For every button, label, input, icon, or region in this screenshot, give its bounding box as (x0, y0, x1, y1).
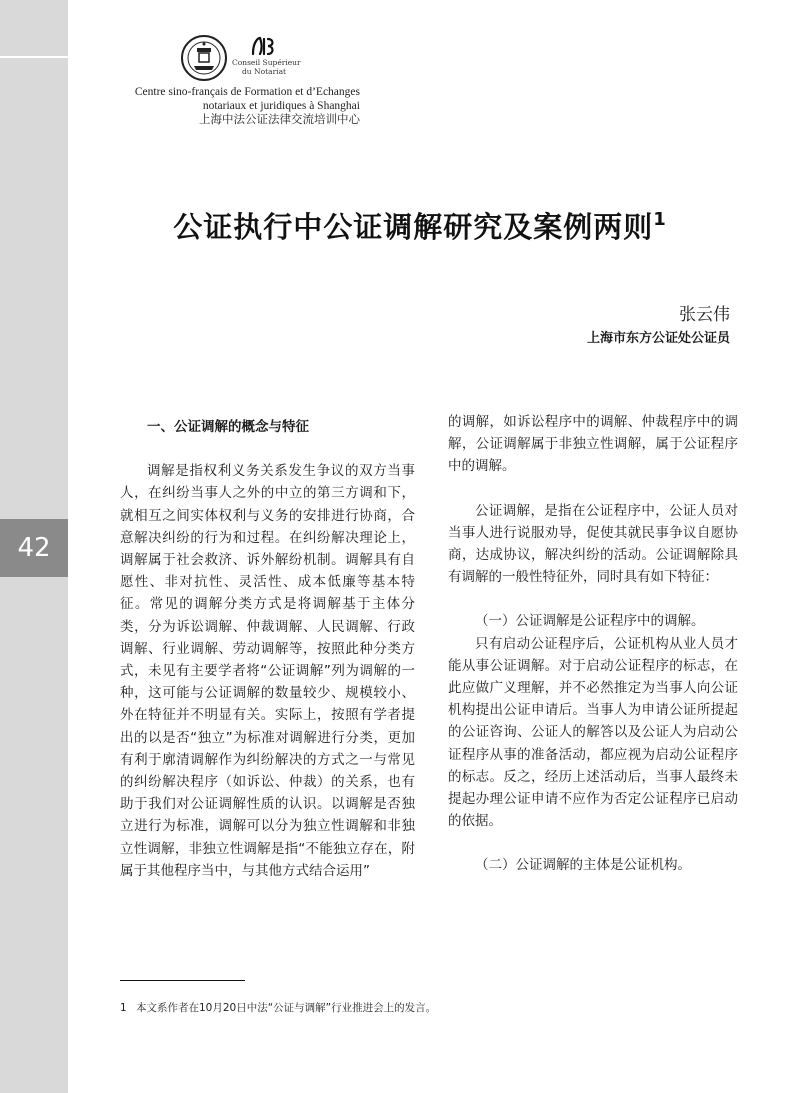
footnote-number: 1 (120, 1002, 127, 1014)
training-center-name (120, 85, 360, 127)
csn-mark-icon (250, 36, 276, 56)
csn-logo-line1: Conseil Supérieur (232, 58, 301, 67)
author-affiliation: 上海市东方公证处公证员 (586, 331, 730, 346)
csn-logo-line2: du Notariat (242, 67, 287, 76)
paragraph: 只有启动公证程序后，公证机构从业人员才能从事公证调解。对于启动公证程序的标志，在此应做广义理解，并不必然推定为当事人向公证机构提出公证申请后。当事人为申请公证所提起的公证咨询、公证人的解答以及公证人为启动公证程序从事的准备活动，都应视为启动公证程序的标志。反之，经历上述活动后，当事人最终未提起办理公证申请不应作为否定公证程序已启动的依据。 (448, 635, 738, 830)
title-footnote-marker: 1 (653, 209, 667, 230)
paragraph-continued: 的调解，如诉讼程序中的调解、仲裁程序中的调解，公证调解属于非独立性调解，属于公证程序中的调解。 (448, 414, 738, 475)
center-name-fr-line1: Centre sino-français de Formation et d’Echanges (134, 86, 360, 98)
paragraph: 调解是指权利义务关系发生争议的双方当事人，在纠纷当事人之外的中立的第三方调和下，就相互之间实体权利与义务的安排进行协商，合意解决纠纷的行为和过程。在纠纷解决理论上，调解属于社会救济、诉外解纷机制。调解具有自愿性、非对抗性、灵活性、成本低廉等基本特征。常见的调解分类方式是将调解基于主体分类，分为诉讼调解、仲裁调解、人民调解、行政调解、行业调解、劳动调解等，按照此种分类方式，未见有主要学者将“公证调解”列为调解的一种，这可能与公证调解的数量较少、规模较小、外在特征并不明显有关。实际上，按照有学者提出的以是否“独立”为标准对调解进行分类，更加有利于廓清调解作为纠纷解决的方式之一与常见的纠纷解决程序（如诉讼、仲裁）的关系，也有助于我们对公证调解性质的认识。以调解是否独立进行为标准，调解可以分为独立性调解和非独立性调解，非独立性调解是指“不能独立存在，附属于其他程序当中，与其他方式结合运用” (120, 463, 415, 879)
right-column (448, 411, 738, 877)
center-name-cn: 上海中法公证法律交流培训中心 (199, 114, 360, 126)
section-heading: 一、公证调解的概念与特征 (147, 419, 309, 435)
author-name: 张云伟 (679, 305, 730, 325)
page-number: 42 (0, 519, 68, 577)
footnote-text: 本文系作者在10月20日中法“公证与调解”行业推进会上的发言。 (136, 1002, 437, 1014)
article-title-text: 公证执行中公证调解研究及案例两则 (173, 210, 654, 244)
conseil-superieur-notariat-logo (232, 36, 322, 78)
footnote (120, 1000, 740, 1015)
center-name-fr-line2: notariaux et juridiques à Shanghai (202, 100, 360, 112)
sub-heading: （一）公证调解是公证程序中的调解。 (475, 613, 705, 630)
footnote-divider (120, 980, 245, 981)
page-sidebar (0, 0, 68, 1093)
chinese-notary-seal-icon (180, 34, 228, 82)
paragraph: 公证调解，是指在公证程序中，公证人员对当事人进行说服劝导，促使其就民事争议自愿协商，达成协议，解决纠纷的活动。公证调解除具有调解的一般性特征外，同时具有如下特征： (448, 502, 738, 586)
left-column (120, 416, 415, 882)
sub-heading: （二）公证调解的主体是公证机构。 (475, 857, 691, 874)
article-title (100, 205, 740, 246)
sidebar-divider (0, 56, 68, 58)
